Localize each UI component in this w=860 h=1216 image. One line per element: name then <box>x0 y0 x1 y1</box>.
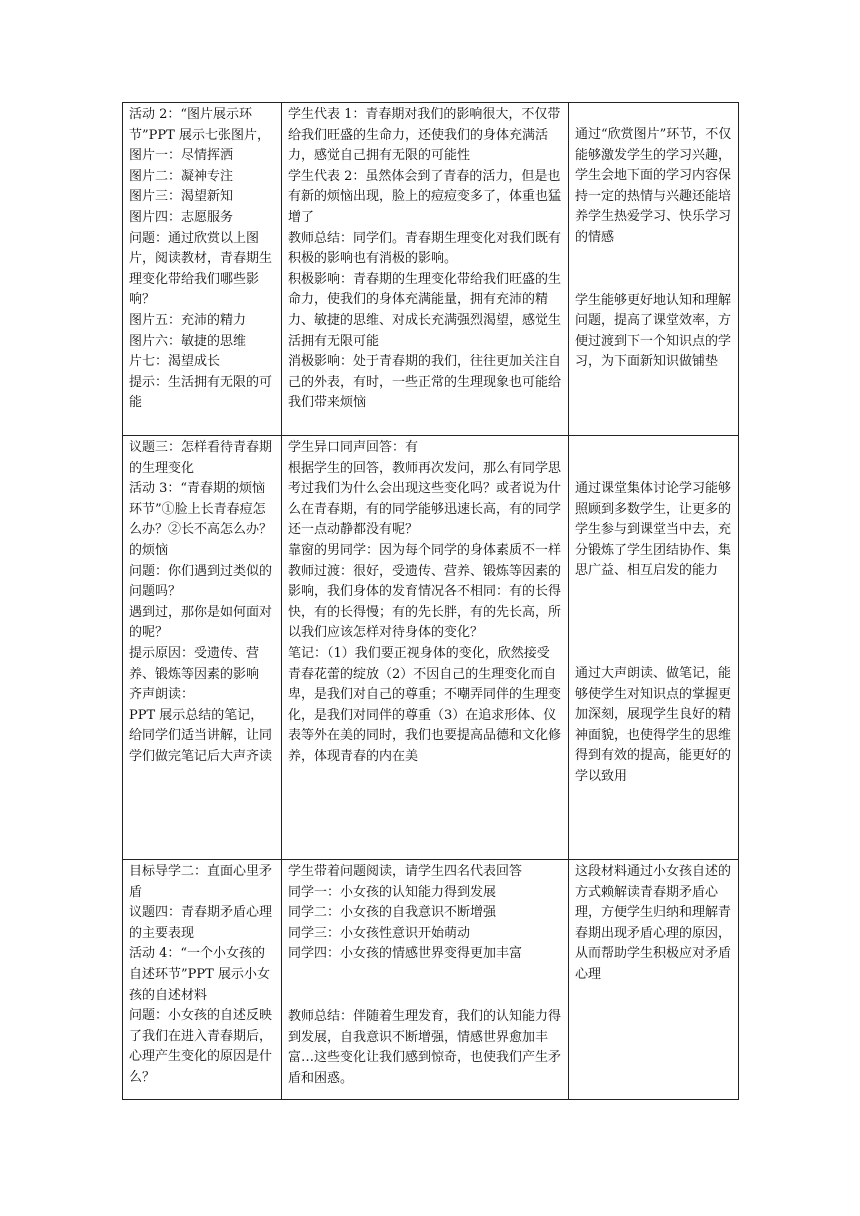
student-line: 学生异口同声回答：有 <box>288 440 419 455</box>
activity-line: 图片四：志愿服务 <box>129 209 234 225</box>
activity-line: 议题三：怎样看待青春期的生理变化 <box>129 440 273 476</box>
lesson-plan-table <box>122 102 739 1100</box>
table-row <box>123 103 739 436</box>
intent-cell <box>569 436 739 860</box>
student-line: 根据学生的回答，教师再次发问，那么有同学思考过我们为什么会出现这些变化吗？或者说为什么在青春期，有的同学能够迅速长高，有的同学还一点动静都没有呢？ <box>288 460 562 538</box>
activity-line: 片七：渴望成长 <box>129 354 221 370</box>
student-line: 教师总结：伴随着生理发育，我们的认知能力得到发展，自我意识不断增强，情感世界愈加丰富…这些变化让我们感到惊奇，也使我们产生矛盾和困惑。 <box>288 1008 562 1086</box>
intent-line: 学生能够更好地认知和理解问题，提高了课堂效率，方便过渡到下一个知识点的学习，为下面新知识做铺垫 <box>575 292 732 370</box>
student-line: 靠窗的男同学：因为每个同学的身体素质不一样 <box>288 542 562 558</box>
student-line: 教师总结：同学们。青春期生理变化对我们既有积极的影响也有消极的影响。 <box>288 230 562 267</box>
activity-line: 图片三：渴望新知 <box>129 189 234 205</box>
student-line: 同学二：小女孩的自我意识不断增强 <box>288 905 497 921</box>
student-line: 同学三：小女孩性意识开始萌动 <box>288 925 471 941</box>
student-line: 学生代表 2：虽然体会到了青春的活力，但是也有新的烦恼出现，脸上的痘痘变多了，体重也猛增了 <box>288 168 562 225</box>
student-cell <box>282 103 569 436</box>
student-cell <box>282 860 569 1100</box>
activity-line: 提示原因：受遗传、营养、锻炼等因素的影响 <box>129 645 260 682</box>
student-line: 同学一：小女孩的认知能力得到发展 <box>288 884 497 900</box>
activity-cell <box>123 436 282 860</box>
activity-line: 议题四：青春期矛盾心理的主要表现 <box>129 905 273 941</box>
student-line: 教师过渡：很好，受遗传、营养、锻炼等因素的影响，我们身体的发育情况各不相同：有的长得快，有的长得慢；有的先长胖，有的先长高，所以我们应该怎样对待身体的变化？ <box>288 563 562 641</box>
activity-line: 图片五：充沛的精力 <box>129 312 247 328</box>
table-row <box>123 860 739 1100</box>
activity-line: 齐声朗读： <box>129 687 195 703</box>
intent-cell <box>569 103 739 436</box>
intent-cell <box>569 860 739 1100</box>
activity-cell <box>123 860 282 1100</box>
student-line: 同学四：小女孩的情感世界变得更加丰富 <box>288 946 523 962</box>
activity-line: 问题：小女孩的自述反映了我们在进入青春期后，心理产生变化的原因是什么？ <box>129 1008 273 1085</box>
activity-line: 图片六：敏捷的思维 <box>129 333 247 349</box>
activity-line: 活动 3：“青春期的烦恼环节”①脸上长青春痘怎么办？②长不高怎么办？的烦恼 <box>129 481 273 558</box>
intent-line: 通过大声朗读、做笔记，能够使学生对知识点的掌握更加深刻，展现学生良好的精神面貌，也使得学生的思维得到有效的提高，能更好的学以致用 <box>575 665 732 784</box>
intent-line: 这段材料通过小女孩自述的方式赖解读青春期矛盾心理，方便学生归纳和理解青春期出现矛盾心理的原因，从而帮助学生积极应对矛盾心理 <box>575 864 732 982</box>
activity-line: 问题：通过欣赏以上图片，阅读教材，青春期生理变化带给我们哪些影响？ <box>129 230 273 308</box>
activity-line: 问题：你们遇到过类似的问题吗？ <box>129 563 273 600</box>
activity-line: PPT 展示总结的笔记，给同学们适当讲解，让同学们做完笔记后大声齐读 <box>129 707 273 764</box>
student-line: 学生代表 1：青春期对我们的影响很大，不仅带给我们旺盛的生命力，还使我们的身体充满活力，感觉自己拥有无限的可能性 <box>288 107 561 164</box>
activity-line: 活动 4：“一个小女孩的自述环节”PPT 展示小女孩的自述材料 <box>129 946 270 1003</box>
activity-line: 遇到过，那你是如何面对的呢？ <box>129 604 273 641</box>
student-line: 笔记：（1）我们要正视身体的变化，欣然接受青春花蕾的绽放（2）不因自己的生理变化而自卑，是我们对自己的尊重；不嘲弄同伴的生理变化，是我们对同伴的尊重（3）在追求形体、仪表等外在美的同时，我们也要提高品德和文化修养，体现青春的内在美 <box>288 645 562 764</box>
student-cell <box>282 436 569 860</box>
activity-cell <box>123 103 282 436</box>
activity-line: 活动 2：“图片展示环节”PPT 展示七张图片， <box>129 107 270 143</box>
activity-line: 目标导学二：直面心里矛盾 <box>129 864 273 900</box>
intent-line: 通过“欣赏图片”环节，不仅能够激发学生的学习兴趣，学生会地下面的学习内容保持一定的热情与兴趣还能培养学生热爱学习、快乐学习的情感 <box>575 127 732 245</box>
student-line: 积极影响：青春期的生理变化带给我们旺盛的生命力，使我们的身体充满能量，拥有充沛的精力、敏捷的思维、对成长充满强烈渴望，感觉生活拥有无限可能 <box>288 271 562 349</box>
activity-line: 图片二：凝神专注 <box>129 168 234 184</box>
activity-line: 提示：生活拥有无限的可能 <box>129 374 273 411</box>
intent-line: 通过课堂集体讨论学习能够照顾到多数学生，让更多的学生参与到课堂当中去，充分锻炼了学生团结协作、集思广益、相互启发的能力 <box>575 481 732 579</box>
student-line: 学生带着问题阅读，请学生四名代表回答 <box>288 864 523 879</box>
activity-line: 图片一：尽情挥洒 <box>129 148 234 164</box>
table-row <box>123 436 739 860</box>
student-line: 消极影响：处于青春期的我们，往往更加关注自己的外表，有时，一些正常的生理现象也可能给我们带来烦恼 <box>288 354 562 411</box>
